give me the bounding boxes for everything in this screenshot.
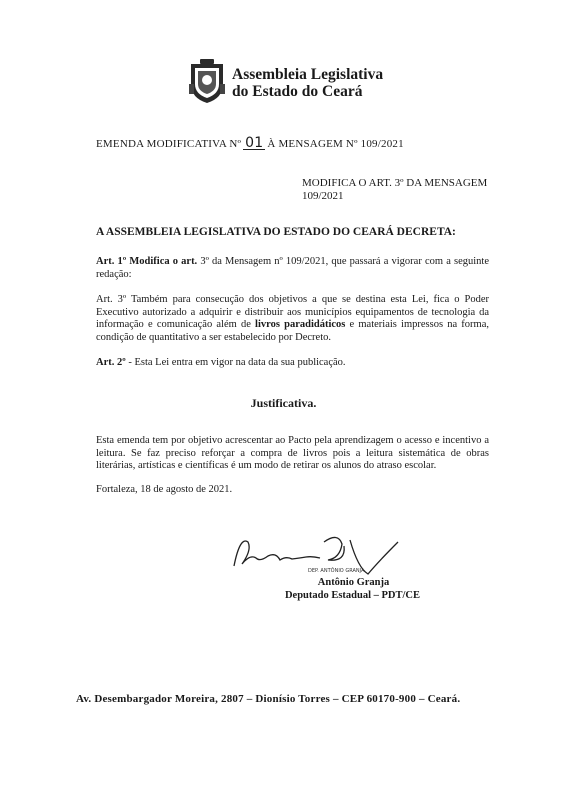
emenda-heading [96,137,404,150]
justificativa-text: Esta emenda tem por objetivo acrescentar ao Pacto pela aprendizagem o acesso e incentivo a leitura. Se faz preciso reforçar a compra de livros pois a leitura sistemática de obras literárias, artísticas e científicas é um modo de retirar os alunos do atraso escolar. [96,435,489,471]
justificativa-title: Justificativa. [250,396,317,410]
document-date: Fortaleza, 18 de agosto de 2021. [96,484,233,495]
article-1 [96,256,489,281]
organization-line-1: Assembleia Legislativa [232,66,384,83]
organization-line-2: do Estado do Ceará [232,83,363,100]
signature-stamp: DEP. ANTÔNIO GRANJA [308,568,365,574]
footer-address: Av. Desembargador Moreira, 2807 – Dionísio Torres – CEP 60170-900 – Ceará. [76,693,461,705]
emenda-prefix: EMENDA MODIFICATIVA Nº [96,138,242,150]
signer-block [0,576,567,602]
modifica-note: MODIFICA O ART. 3º DA MENSAGEM 109/2021 [302,177,488,202]
emenda-number: 01 [245,135,264,151]
article-3-text-1: Art. 3º Também para consecução dos objetivos a que se destina esta Lei, fica o Poder Executivo autorizado a adquirir e distribuir aos municípios equipamentos de tecnologia da informação e comunicação além de [96,294,489,330]
article-1-lead: Art. 1º Modifica o art. [96,256,198,267]
signer-name: Antônio Granja [317,577,390,588]
article-3-text-2: e materiais impressos na forma, condição de quantitativo a ser estabelecido por Decreto. [96,319,489,343]
signer-role: Deputado Estadual – PDT/CE [284,590,421,601]
article-3-bold: livros paradidáticos [255,319,346,330]
emenda-suffix: À MENSAGEM Nº 109/2021 [267,138,404,150]
article-2-lead: Art. 2º [96,357,126,368]
article-1-text: 3º da Mensagem nº 109/2021, que passará a vigorar com a seguinte redação: [96,256,489,280]
article-3 [96,294,489,344]
article-2-text: - Esta Lei entra em vigor na data da sua publicação. [125,357,346,368]
organization-name [232,66,383,100]
decreta-heading: A ASSEMBLEIA LEGISLATIVA DO ESTADO DO CEARÁ DECRETA: [96,226,456,238]
coat-of-arms-logo [188,58,226,104]
article-2 [96,357,489,370]
